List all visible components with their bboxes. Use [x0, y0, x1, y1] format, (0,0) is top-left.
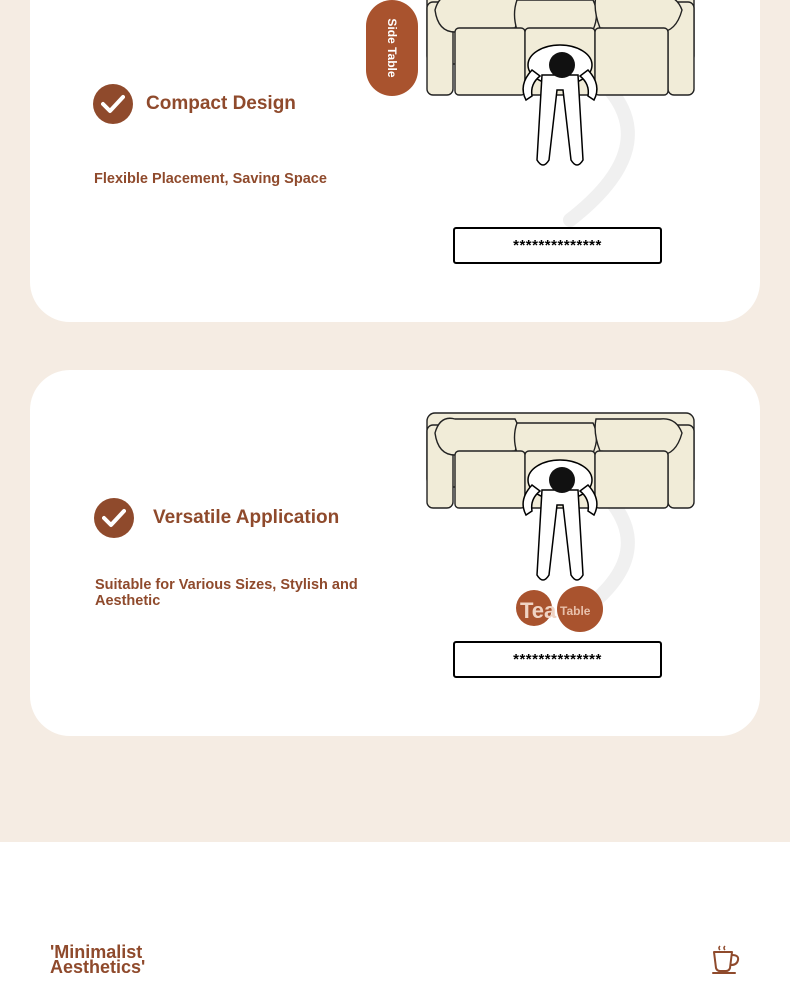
- check-icon: [93, 84, 133, 124]
- feature-title: Compact Design: [146, 93, 296, 114]
- tea-label: Tea: [520, 598, 557, 623]
- section-quote: 'Minimalist Aesthetics': [50, 942, 146, 977]
- feature-title: Versatile Application: [153, 507, 340, 528]
- feature-subtitle: Suitable for Various Sizes, Stylish and Aesthetic: [95, 577, 358, 609]
- table-label: Table: [560, 604, 591, 618]
- feature-subtitle: Flexible Placement, Saving Space: [94, 171, 327, 187]
- tv-label: **************: [453, 227, 662, 264]
- tv-label: **************: [453, 641, 662, 678]
- aesthetics-section: [0, 842, 790, 1000]
- coffee-cup-icon: [710, 944, 742, 974]
- feature-card-versatile: [30, 370, 760, 736]
- sofa-diagram: [420, 0, 710, 230]
- feature-card-compact: [30, 0, 760, 322]
- side-table: [366, 0, 418, 96]
- side-table-label: Side Table: [385, 18, 399, 78]
- check-icon: [94, 498, 134, 538]
